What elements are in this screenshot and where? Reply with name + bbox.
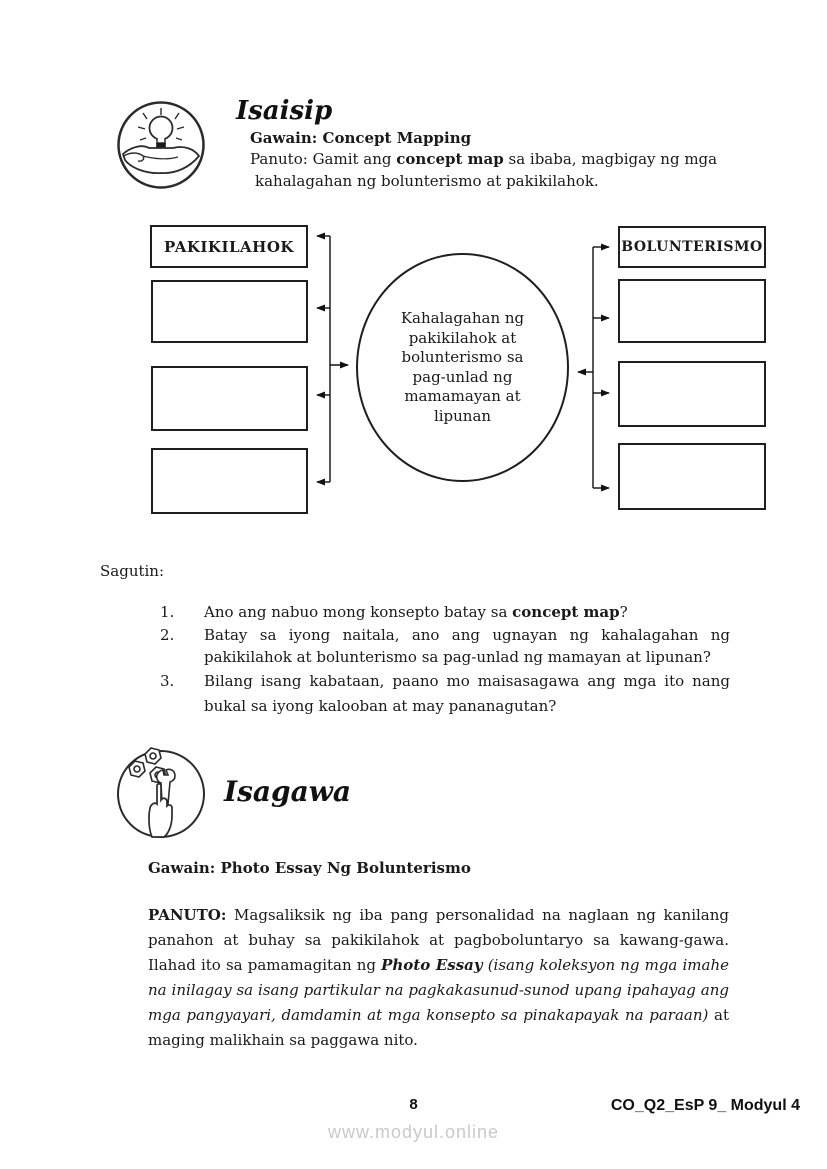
section-title-isagawa: Isagawa [224, 775, 351, 808]
panuto-bold: concept map [396, 150, 504, 168]
gawain-photo-essay: Gawain: Photo Essay Ng Bolunterismo [148, 859, 471, 877]
panuto-line-2: kahalagahan ng bolunterismo at pakikilahok. [255, 172, 599, 190]
pakikilahok-label: PAKIKILAHOK [164, 237, 294, 256]
concept-map-center-text: Kahalagahan ng pakikilahok at bolunterismo sa pag-unlad ng mamamayan at lipunan [400, 309, 525, 425]
lightbulb-in-hand-icon [116, 99, 206, 191]
answer-box-left-1 [151, 280, 308, 343]
question-3: 3. Bilang isang kabataan, paano mo maisasagawa ang mga ito nang bukal sa iyong kalooban at may pananagutan? [160, 672, 730, 715]
question-1: 1. Ano ang nabuo mong konsepto batay sa concept map? [160, 603, 628, 621]
panuto-paragraph: PANUTO: Magsaliksik ng iba pang personalidad na naglaan ng kanilang panahon at buhay sa pakikilahok at pagboboluntaryo sa kawang-gawa. Ilahad ito sa pamamagitan ng Photo Essay (isang koleksyon ng mga imahe na inilagay sa isang partikular na pagkakasunud-sunod upang ipahayag ang mga pangyayari, damdamin at mga konsepto sa pinakapayak na paraan) at maging malikhain sa paggawa nito. [148, 906, 729, 1049]
answer-box-right-3 [618, 443, 766, 510]
panuto-pre: Panuto: Gamit ang [250, 150, 397, 168]
answer-box-right-1 [618, 279, 766, 343]
module-code: CO_Q2_EsP 9_ Modyul 4 [610, 1097, 800, 1114]
page-number: 8 [409, 1096, 418, 1113]
question-list [160, 601, 730, 720]
answer-box-left-2 [151, 366, 308, 431]
hand-holding-wrench-icon [114, 742, 208, 842]
answer-box-left-3 [151, 448, 308, 514]
sagutin-label: Sagutin: [100, 562, 165, 580]
photo-essay-term: Photo Essay [381, 956, 483, 974]
concept-map-center-ellipse [356, 253, 569, 482]
panuto-post: sa ibaba, magbigay ng mga [503, 150, 718, 168]
gawain-concept-mapping: Gawain: Concept Mapping [250, 129, 472, 147]
watermark: www.modyul.online [327, 1122, 500, 1142]
answer-box-right-2 [618, 361, 766, 427]
bolunterismo-label: BOLUNTERISMO [621, 239, 763, 255]
question-2: 2. Batay sa iyong naitala, ano ang ugnayan ng kahalagahan ng pakikilahok at bolunterismo sa pag-unlad ng mamayan at lipunan? [160, 626, 730, 666]
concept-map-box-pakikilahok [150, 225, 308, 268]
section-title-isaisip: Isaisip [236, 96, 333, 126]
panuto-label: PANUTO: [148, 906, 227, 924]
concept-map-box-bolunterismo [618, 226, 766, 268]
panuto-line-1 [250, 150, 717, 168]
